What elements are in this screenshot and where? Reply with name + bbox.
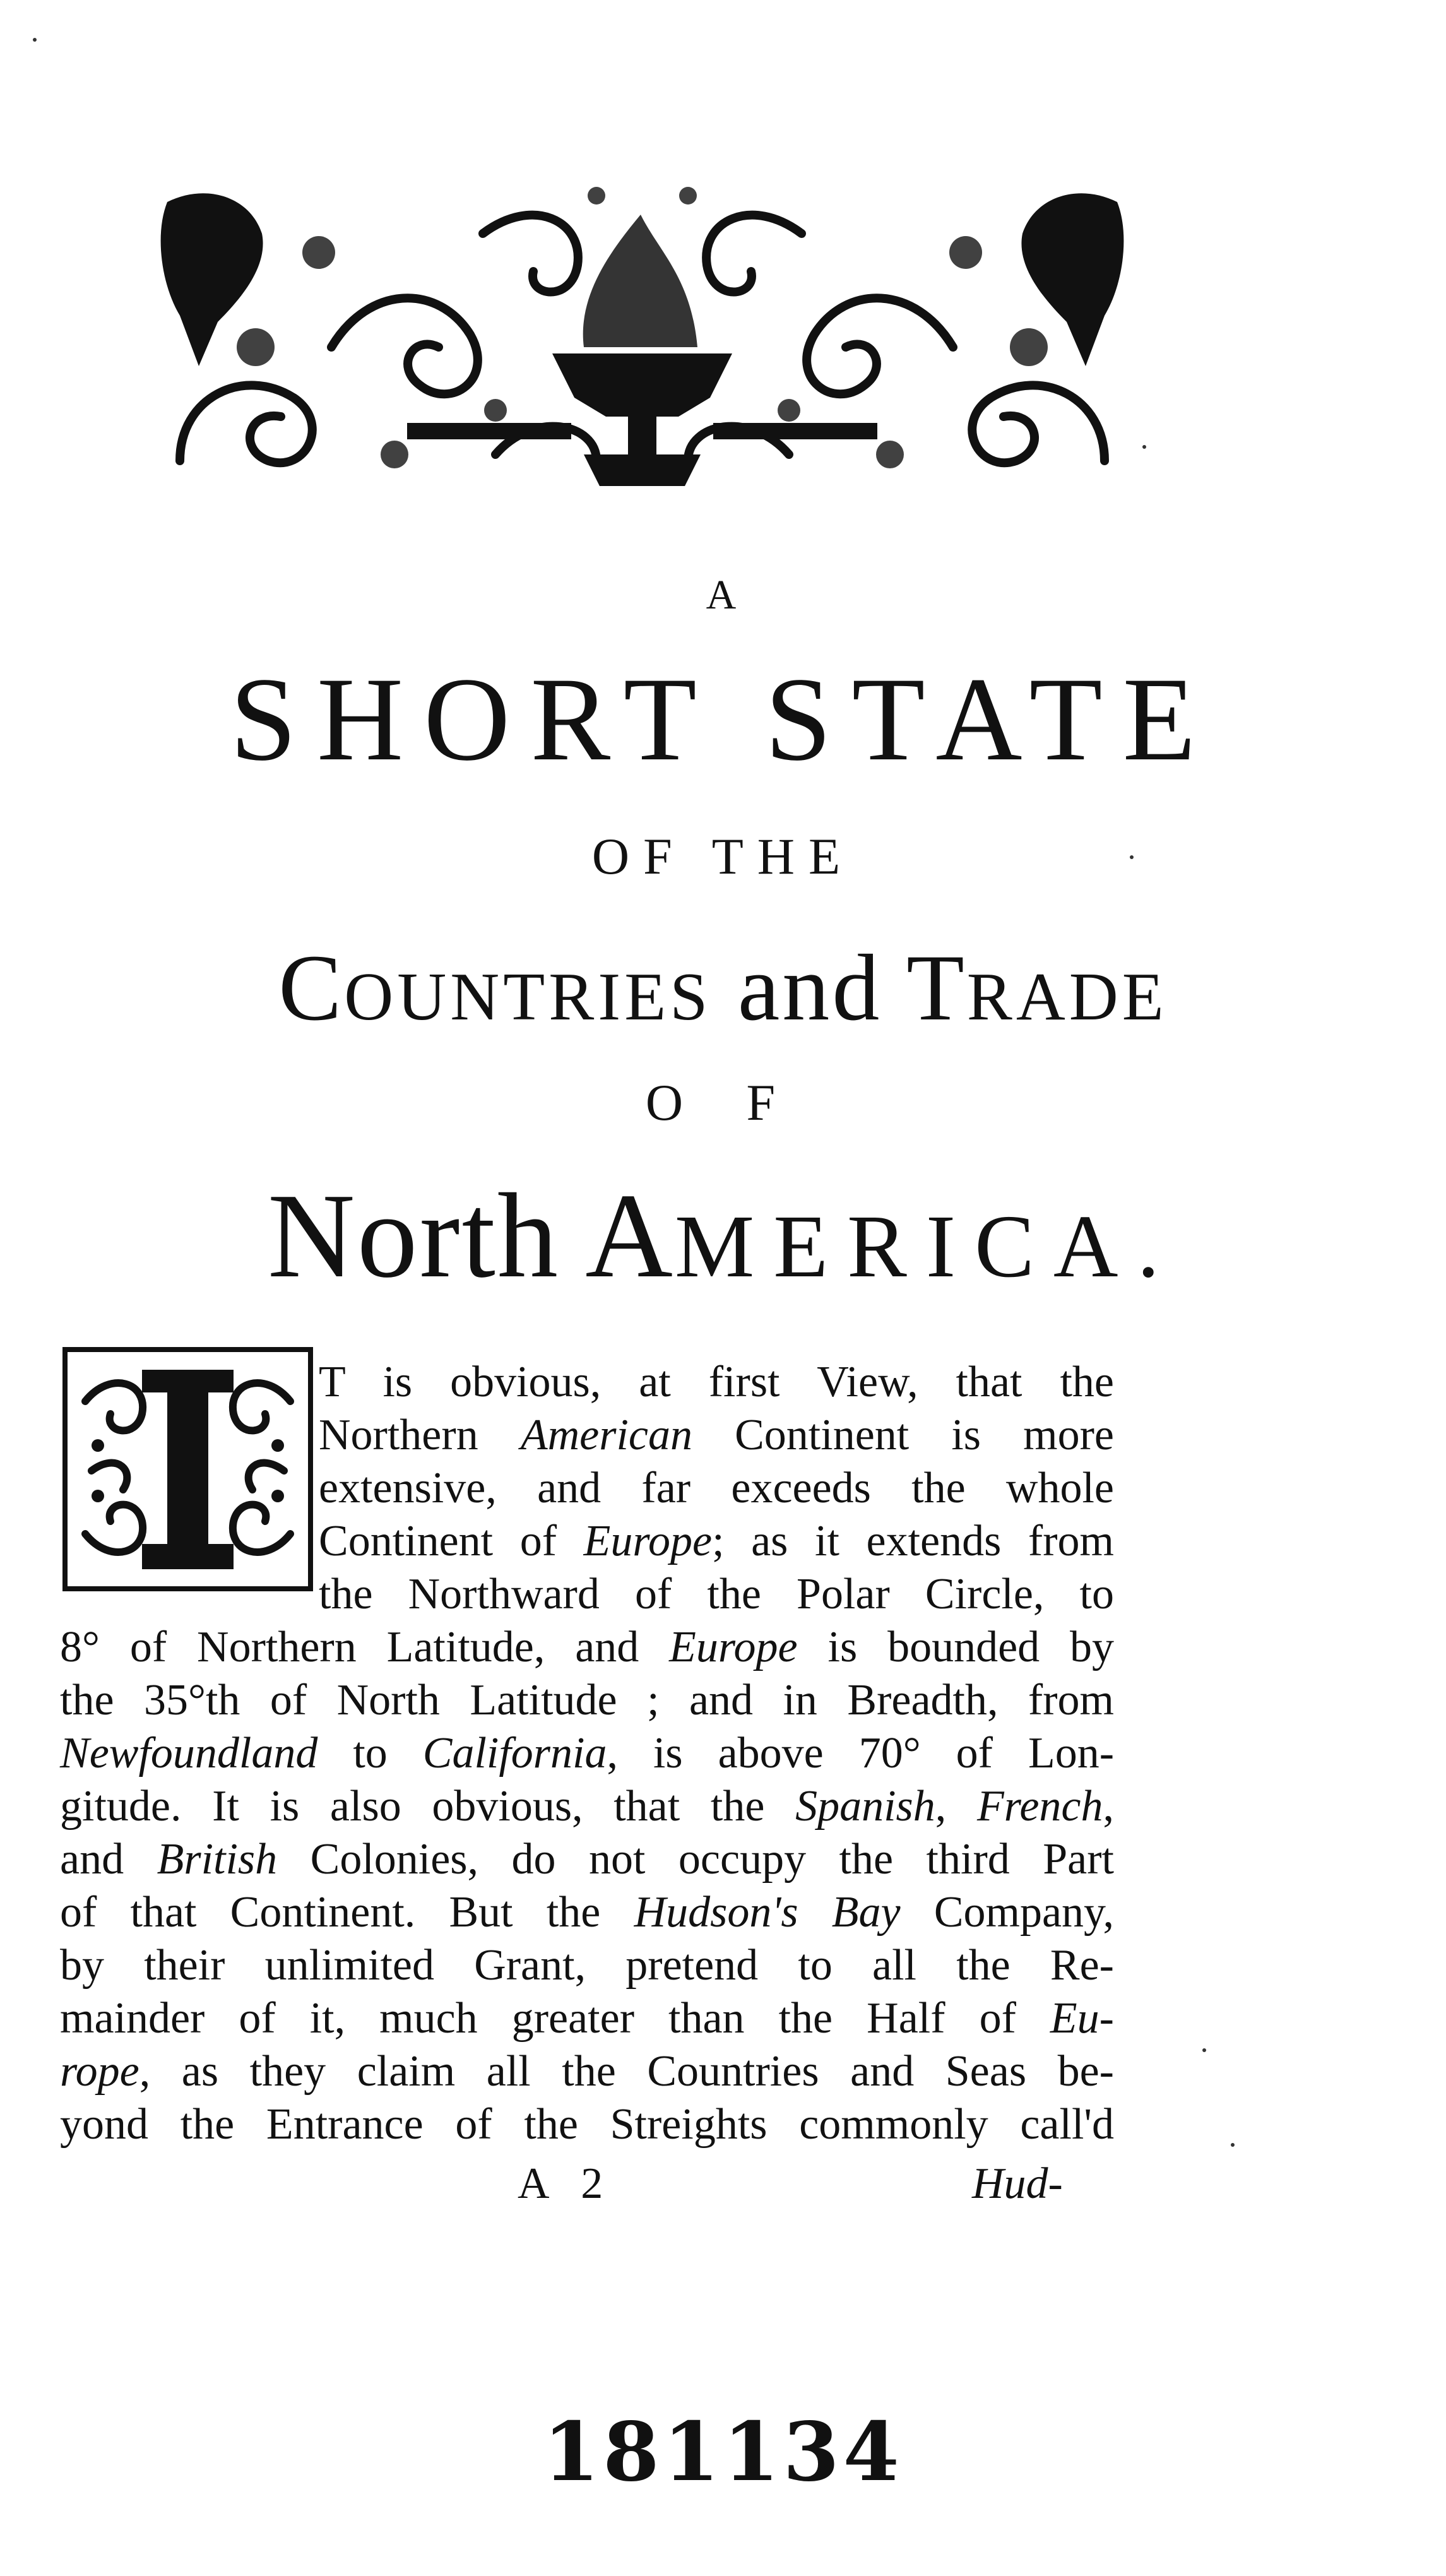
- body-line-5: the Northward of the Polar Circle, to: [319, 1570, 1114, 1618]
- title-short-state: SHORT STATE: [230, 653, 1216, 786]
- library-stamp-number: 181134: [543, 2405, 903, 2500]
- title-of-the: OF THE: [591, 828, 855, 885]
- title-america-initial: A: [585, 1168, 675, 1303]
- text-segment: Company,: [900, 1888, 1114, 1937]
- body-line-1: T is obvious, at first View, that the: [319, 1358, 1114, 1406]
- title-trade-rest: RADE: [966, 959, 1168, 1035]
- body-line-9: [60, 1780, 1114, 1833]
- italic-california: California: [422, 1729, 607, 1778]
- text-segment: and: [60, 1835, 157, 1884]
- catchword: Hud-: [972, 2159, 1063, 2208]
- title-countries-rest: OUNTRIES: [344, 959, 712, 1035]
- text-segment: to: [317, 1729, 423, 1778]
- title-countries-initial: C: [278, 935, 345, 1040]
- text-segment: Continent of: [319, 1517, 584, 1565]
- italic-europe-hyphen: Eu-: [1050, 1994, 1114, 2043]
- dropcap-ornament: [60, 1344, 316, 1594]
- scan-speck: [1130, 855, 1134, 859]
- body-line-3: extensive, and far exceeds the whole: [319, 1464, 1114, 1512]
- text-segment: Continent is more: [692, 1411, 1114, 1459]
- italic-europe: Europe: [669, 1623, 798, 1671]
- body-line-4: [319, 1515, 1114, 1568]
- italic-rope: rope: [60, 2047, 139, 2096]
- scan-speck: [33, 38, 37, 42]
- text-segment: 8° of Northern Latitude, and: [60, 1623, 670, 1671]
- body-line-8: [60, 1727, 1114, 1780]
- body-line-10: [60, 1833, 1114, 1886]
- body-line-7: the 35°th of North Latitude ; and in Breadth, from: [60, 1676, 1114, 1724]
- italic-newfoundland: Newfoundland: [60, 1729, 318, 1778]
- italic-spanish: Spanish: [795, 1782, 935, 1831]
- text-segment: Colonies, do not occupy the third Part: [277, 1835, 1114, 1884]
- title-and: and: [711, 935, 907, 1040]
- text-segment: ,: [1103, 1782, 1114, 1831]
- scan-speck: [1142, 445, 1146, 449]
- text-segment: ; as it extends from: [712, 1517, 1114, 1565]
- scan-speck: [1231, 2143, 1235, 2147]
- text-segment: of that Continent. But the: [60, 1888, 634, 1937]
- signature-mark: A 2: [518, 2159, 615, 2208]
- text-segment: , as they claim all the Countries and Seas be-: [139, 2047, 1114, 2096]
- italic-american: American: [520, 1411, 692, 1459]
- text-segment: ,: [935, 1782, 977, 1831]
- title-of: O F: [645, 1074, 801, 1131]
- text-segment: , is above 70° of Lon-: [607, 1729, 1115, 1778]
- body-line-12: by their unlimited Grant, pretend to all the Re-: [60, 1941, 1114, 1990]
- title-north: North: [267, 1168, 586, 1303]
- text-segment: is bounded by: [797, 1623, 1115, 1671]
- body-line-6: [60, 1621, 1114, 1674]
- italic-french: French: [976, 1782, 1103, 1831]
- italic-hudsons-bay: Hudson's Bay: [634, 1888, 901, 1937]
- title-trade-initial: T: [906, 935, 967, 1040]
- body-line-11: [60, 1886, 1114, 1939]
- body-line-13: [60, 1992, 1114, 2045]
- body-line-14: [60, 2045, 1114, 2098]
- body-line-15: yond the Entrance of the Streights commonly call'd: [60, 2100, 1114, 2149]
- title-north-america: [0, 1168, 1446, 1314]
- text-segment: gitude. It is also obvious, that the: [60, 1782, 796, 1831]
- headpiece-ornament: [142, 158, 1142, 502]
- body-line-2: [319, 1409, 1114, 1462]
- title-line-a: A: [706, 572, 740, 618]
- scan-speck: [1202, 2048, 1206, 2052]
- title-america-rest: MERICA.: [674, 1196, 1179, 1296]
- text-segment: Northern: [319, 1411, 521, 1459]
- text-segment: mainder of it, much greater than the Half of: [60, 1994, 1050, 2043]
- title-countries-and-trade: [0, 934, 1446, 1051]
- italic-europe: Europe: [583, 1517, 713, 1565]
- italic-british: British: [157, 1835, 278, 1884]
